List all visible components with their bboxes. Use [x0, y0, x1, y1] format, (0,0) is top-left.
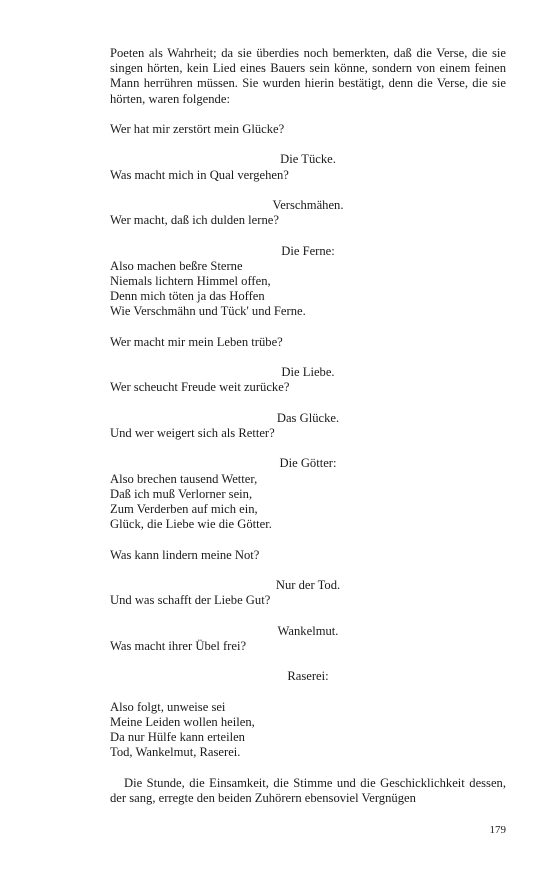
poem-answer: Verschmähen.	[272, 197, 344, 212]
poem-question: Und was schafft der Liebe Gut?	[110, 593, 271, 608]
poem-answer: Die Ferne:	[281, 243, 335, 258]
poem-answer: Raserei:	[287, 669, 329, 684]
stanza-line: Niemals lichtern Himmel offen,	[110, 273, 271, 288]
poem-question: Was kann lindern meine Not?	[110, 547, 260, 562]
stanza-line: Zum Verderben auf mich ein,	[110, 501, 258, 516]
stanza-line: Daß ich muß Verlorner sein,	[110, 486, 253, 501]
poem-question: Was macht ihrer Übel frei?	[110, 638, 247, 653]
poem-answer: Wankelmut.	[277, 623, 339, 638]
stanza-line: Also machen beßre Sterne	[110, 258, 243, 273]
stanza-line: Tod, Wankelmut, Raserei.	[110, 745, 241, 760]
page-body	[110, 46, 506, 806]
page-number: 179	[489, 824, 506, 836]
stanza-line: Also brechen tausend Wetter,	[110, 471, 258, 486]
poem-answer: Die Tücke.	[280, 152, 336, 167]
poem-question: Wer macht mir mein Leben trübe?	[110, 334, 283, 349]
intro-paragraph: Poeten als Wahrheit; da sie überdies noch bemerkten, daß die Verse, die sie singen hörten, kein Lied eines Bauers sein könne, sondern von einem feinen Mann herrühren müssen. Sie wurden hierin bestätigt, denn die Verse, die sie hörten, waren folgende:	[110, 46, 506, 106]
poem-question: Und wer weigert sich als Retter?	[110, 425, 275, 440]
stanza-line: Glück, die Liebe wie die Götter.	[110, 517, 272, 532]
poem-question: Wer scheucht Freude weit zurücke?	[110, 380, 290, 395]
poem-answer: Das Glücke.	[276, 410, 340, 425]
outro-paragraph: Die Stunde, die Einsamkeit, die Stimme und die Geschicklichkeit dessen, der sang, erregte den beiden Zuhörern ebensoviel Vergnügen	[110, 775, 506, 805]
poem-answer: Nur der Tod.	[275, 577, 341, 592]
poem-question: Was macht mich in Qual vergehen?	[110, 167, 289, 182]
stanza-line: Denn mich töten ja das Hoffen	[110, 289, 265, 304]
stanza-line: Da nur Hülfe kann erteilen	[110, 729, 245, 744]
poem	[110, 122, 506, 760]
poem-answer: Die Götter:	[279, 456, 337, 471]
poem-question: Wer macht, daß ich dulden lerne?	[110, 213, 279, 228]
poem-answer: Die Liebe.	[281, 365, 335, 380]
stanza-line: Meine Leiden wollen heilen,	[110, 714, 255, 729]
poem-question: Wer hat mir zerstört mein Glücke?	[110, 122, 285, 136]
stanza-line: Also folgt, unweise sei	[110, 699, 226, 714]
stanza-line: Wie Verschmähn und Tück' und Ferne.	[110, 304, 306, 319]
